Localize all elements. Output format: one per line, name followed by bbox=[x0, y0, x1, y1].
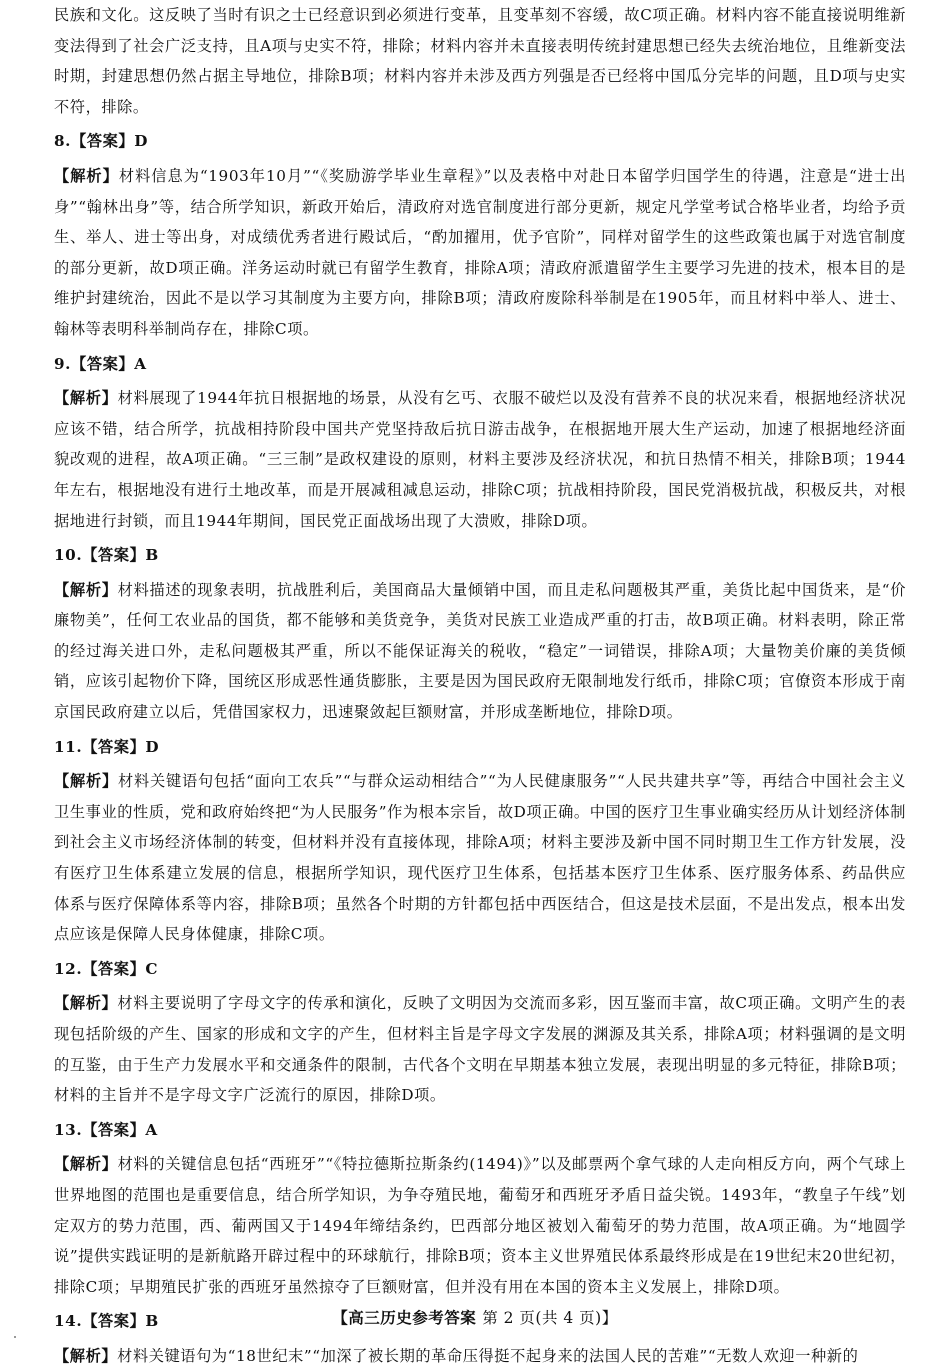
answer-label: 【答案】 bbox=[82, 1120, 146, 1139]
analysis-paragraph bbox=[54, 988, 906, 1110]
analysis-text: 材料描述的现象表明，抗战胜利后，美国商品大量倾销中国，而且走私问题极其严重，美货比起中国货来，是“价廉物美”，任何工农业品的国货，都不能够和美货竞争，美货对民族工业造成严重的打击，故B项正确。材料表明，除正常的经过海关进口外，走私问题极其严重，所以不能保证海关的税收，“稳定”一词错误，排除A项；大量物美价廉的美货倾销，应该引起物价下降，国统区形成恶性通货膨胀，主要是因为国民政府无限制地发行纸币，排除C项；官僚资本形成于南京国民政府建立以后，凭借国家权力，迅速聚敛起巨额财富，并形成垄断地位，排除D项。 bbox=[54, 580, 906, 722]
footer-page-number: 第 2 页(共 4 页)】 bbox=[482, 1309, 618, 1327]
analysis-text: 材料展现了1944年抗日根据地的场景，从没有乞丐、衣服不破烂以及没有营养不良的状况来看，根据地经济状况应该不错，结合所学，抗战相持阶段中国共产党坚持敌后抗日游击战争，在根据地开展大生产运动，加速了根据地经济面貌改观的进程，故A项正确。“三三制”是政权建设的原则，材料主要涉及经济状况，和抗日热情不相关，排除B项；1944年左右，根据地没有进行土地改革，而是开展减租减息运动，排除C项；抗战相持阶段，国民党消极抗战，积极反共，对根据地进行封锁，而且1944年期间，国民党正面战场出现了大溃败，排除D项。 bbox=[54, 389, 906, 530]
answer-label: 【答案】 bbox=[71, 132, 135, 151]
answer-choice: D bbox=[134, 132, 148, 151]
answer-label: 【答案】 bbox=[82, 546, 146, 565]
analysis-text: 材料关键语句为“18世纪末”“加深了被长期的革命压得挺不起身来的法国人民的苦难”“无数人欢迎一种新的 bbox=[117, 1346, 859, 1365]
analysis-label: 【解析】 bbox=[54, 389, 118, 408]
question-number: 10. bbox=[54, 546, 83, 565]
answer-line bbox=[54, 1115, 906, 1146]
analysis-paragraph bbox=[54, 383, 906, 536]
page-footer bbox=[0, 1306, 950, 1331]
answer-label: 【答案】 bbox=[82, 737, 146, 756]
answer-label: 【答案】 bbox=[82, 959, 146, 978]
analysis-text: 材料关键语句包括“面向工农兵”“与群众运动相结合”“为人民健康服务”“人民共建共享”等，再结合中国社会主义卫生事业的性质，党和政府始终把“为人民服务”作为根本宗旨，故D项正确。中国的医疗卫生事业确实经历从计划经济体制到社会主义市场经济体制的转变，但材料并没有直接体现，排除A项；材料主要涉及新中国不同时期卫生工作方针发展，没有医疗卫生体系建立发展的信息，根据所学知识，现代医疗卫生体系，包括基本医疗卫生体系、医疗服务体系、药品供应体系与医疗保障体系等内容，排除B项；虽然各个时期的方针都包括中西医结合，但这是技术层面，不是出发点，根本出发点应该是保障人民身体健康，排除C项。 bbox=[54, 772, 907, 944]
analysis-label: 【解析】 bbox=[54, 1155, 118, 1174]
answer-choice: C bbox=[145, 959, 159, 978]
answer-line bbox=[54, 732, 906, 763]
continuation-paragraph: 民族和文化。这反映了当时有识之士已经意识到必须进行变革，且变革刻不容缓，故C项正确。材料内容不能直接说明维新变法得到了社会广泛支持，且A项与史实不符，排除；材料内容并未直接表明传统封建思想已经失去统治地位，且维新变法时期，封建思想仍然占据主导地位，排除B项；材料内容并未涉及西方列强是否已经将中国瓜分完毕的问题，且D项与史实不符，排除。 bbox=[54, 6, 906, 116]
analysis-paragraph bbox=[54, 161, 906, 345]
answer-line bbox=[54, 540, 906, 571]
answer-line bbox=[54, 349, 906, 380]
answer-choice: B bbox=[145, 1312, 159, 1331]
analysis-text: 材料信息为“1903年10月”“《奖励游学毕业生章程》”以及表格中对赴日本留学归国学生的待遇，注意是“进士出身”“翰林出身”等，结合所学知识，新政开始后，清政府对选官制度进行部分更新，规定凡学堂考试合格毕业者，均给予贡生、举人、进士等出身，对成绩优秀者进行殿试后，“酌加擢用，优予官阶”，同样对留学生的这些政策也属于对选官制度的部分更新，故D项正确。洋务运动时就已有留学生教育，排除A项；清政府派遣留学生主要学习先进的技术，根本目的是维护封建统治，因此不是以学习其制度为主要方向，排除B项；清政府废除科举制是在1905年，而且材料中举人、进士、翰林等表明科举制尚存在，排除C项。 bbox=[54, 166, 906, 338]
question-number: 9. bbox=[54, 354, 72, 373]
analysis-label: 【解析】 bbox=[54, 580, 118, 599]
answer-line bbox=[54, 954, 906, 985]
analysis-label: 【解析】 bbox=[54, 166, 119, 185]
analysis-paragraph bbox=[54, 1341, 906, 1372]
answer-list bbox=[54, 126, 906, 1371]
analysis-text: 材料主要说明了字母文字的传承和演化，反映了文明因为交流而多彩，因互鉴而丰富，故C项正确。文明产生的表现包括阶级的产生、国家的形成和文字的产生，但材料主旨是字母文字发展的渊源及其关系，排除A项；材料强调的是文明的互鉴，由于生产力发展水平和交通条件的限制，古代各个文明在早期基本独立发展，表现出明显的多元特征，排除B项；材料的主旨并不是字母文字广泛流行的原因，排除D项。 bbox=[54, 994, 907, 1105]
scan-speck bbox=[14, 1336, 16, 1338]
question-number: 11. bbox=[54, 737, 83, 756]
answer-page bbox=[54, 0, 906, 1372]
analysis-label: 【解析】 bbox=[54, 772, 119, 791]
answer-choice: A bbox=[145, 1120, 158, 1139]
analysis-text: 材料的关键信息包括“西班牙”“《特拉德斯拉斯条约(1494)》”以及邮票两个拿气球的人走向相反方向，两个气球上世界地图的范围也是重要信息，结合所学知识，为争夺殖民地，葡萄牙和西班牙矛盾日益尖锐。1493年，“教皇子午线”划定双方的势力范围，西、葡两国又于1494年缔结条约，巴西部分地区被划入葡萄牙的势力范围，故A项正确。为“地圆学说”提供实践证明的是新航路开辟过程中的环球航行，排除B项；资本主义世界殖民体系最终形成是在19世纪末20世纪初，排除C项；早期殖民扩张的西班牙虽然掠夺了巨额财富，但并没有用在本国的资本主义发展上，排除D项。 bbox=[54, 1155, 907, 1296]
question-number: 14. bbox=[54, 1312, 83, 1331]
answer-line bbox=[54, 126, 906, 157]
analysis-label: 【解析】 bbox=[54, 1346, 118, 1365]
question-number: 12. bbox=[54, 959, 83, 978]
answer-choice: A bbox=[134, 354, 147, 373]
answer-label: 【答案】 bbox=[71, 354, 135, 373]
answer-label: 【答案】 bbox=[82, 1312, 146, 1331]
question-number: 13. bbox=[54, 1120, 83, 1139]
footer-title: 【高三历史参考答案 bbox=[332, 1308, 477, 1327]
answer-choice: B bbox=[145, 546, 159, 565]
analysis-paragraph bbox=[54, 1149, 906, 1302]
analysis-label: 【解析】 bbox=[54, 994, 118, 1013]
analysis-paragraph bbox=[54, 766, 906, 950]
analysis-paragraph bbox=[54, 575, 906, 728]
question-number: 8. bbox=[54, 132, 72, 151]
answer-choice: D bbox=[145, 737, 160, 756]
